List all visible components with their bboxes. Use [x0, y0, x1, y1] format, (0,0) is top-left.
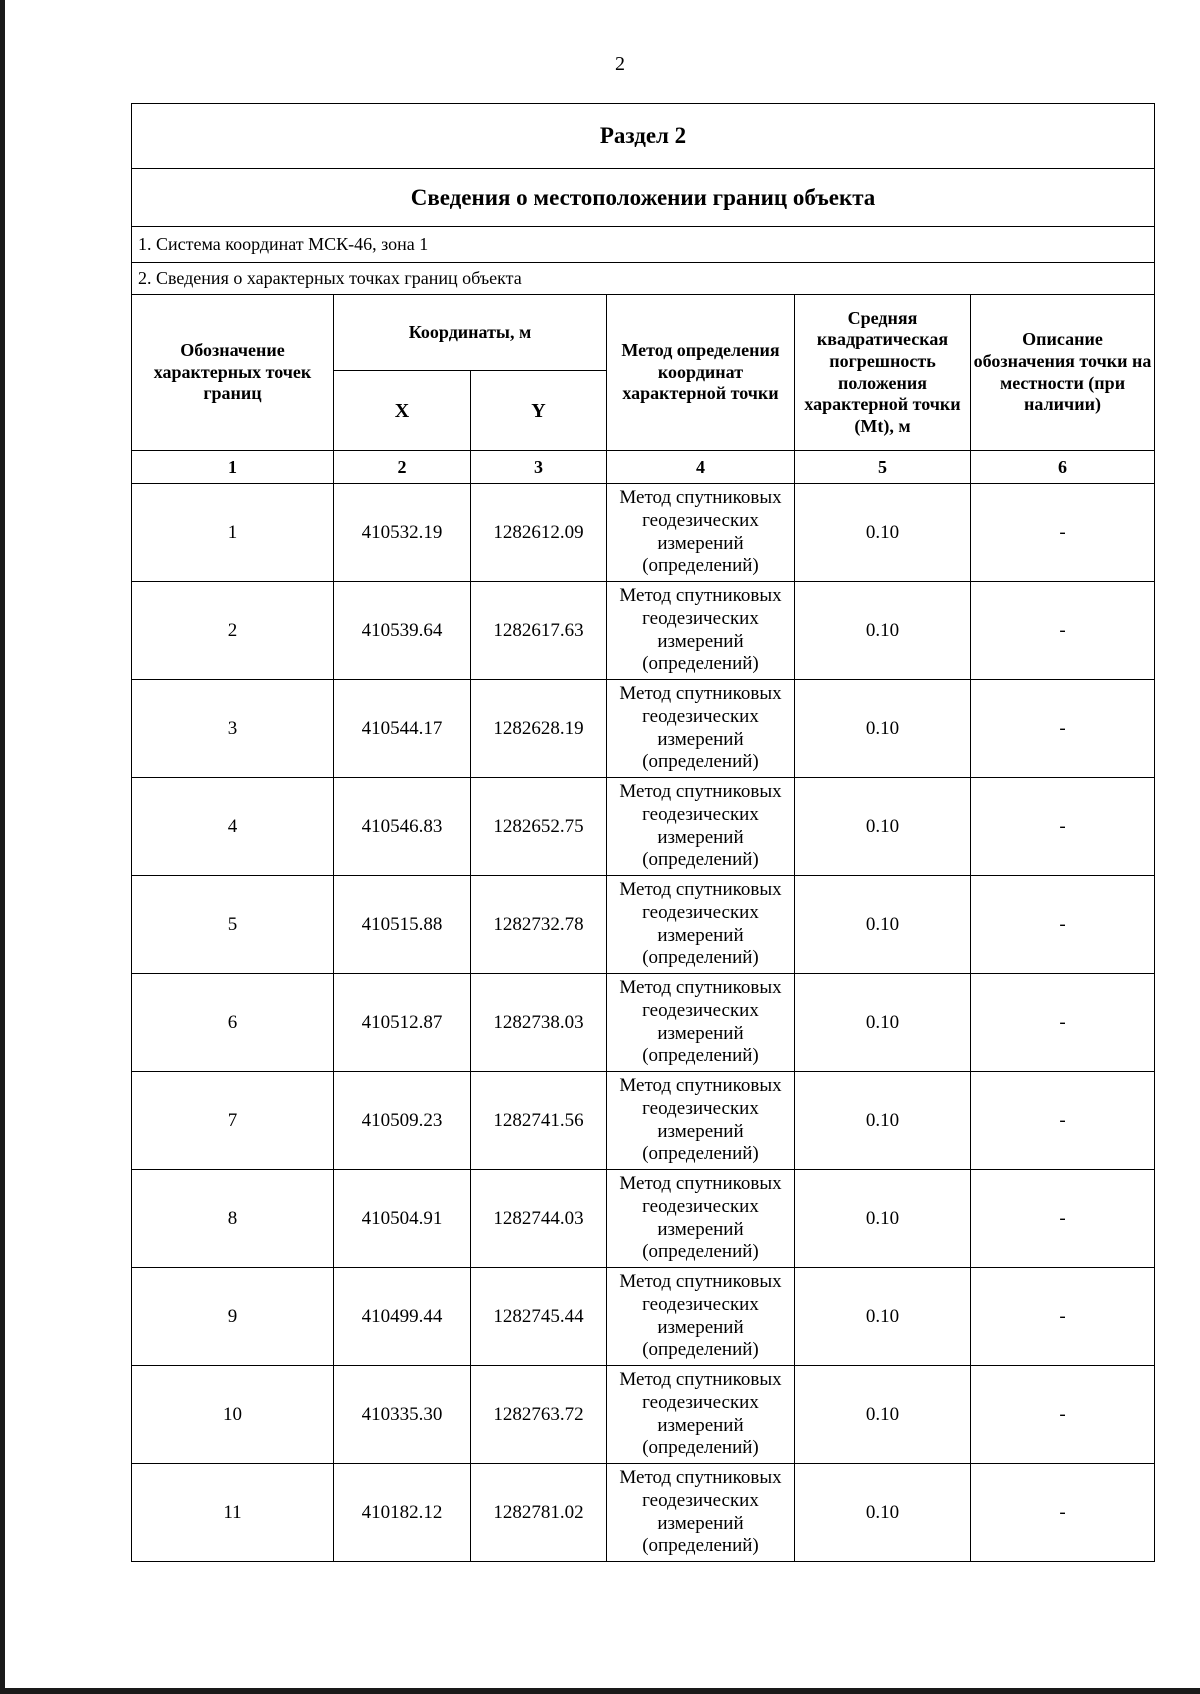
- x-coordinate-cell: 410499.44: [334, 1268, 471, 1366]
- x-coordinate-cell: 410512.87: [334, 974, 471, 1072]
- error-cell: 0.10: [795, 974, 971, 1072]
- x-coordinate-cell: 410546.83: [334, 778, 471, 876]
- point-id-cell: 5: [132, 876, 334, 974]
- x-coordinate-cell: 410509.23: [334, 1072, 471, 1170]
- header-error: Средняя квадратическая погрешность положения характерной точки (Mt), м: [795, 295, 971, 451]
- table-row: [132, 1268, 1155, 1366]
- table-row: [132, 974, 1155, 1072]
- method-cell: Метод спутниковых геодезических измерений (определений): [607, 1366, 795, 1464]
- method-cell: Метод спутниковых геодезических измерений (определений): [607, 1268, 795, 1366]
- point-id-cell: 6: [132, 974, 334, 1072]
- method-cell: Метод спутниковых геодезических измерений (определений): [607, 778, 795, 876]
- method-cell: Метод спутниковых геодезических измерений (определений): [607, 680, 795, 778]
- error-cell: 0.10: [795, 680, 971, 778]
- point-id-cell: 4: [132, 778, 334, 876]
- y-coordinate-cell: 1282652.75: [471, 778, 607, 876]
- description-cell: -: [971, 1170, 1155, 1268]
- table-row: [132, 876, 1155, 974]
- table-row: [132, 582, 1155, 680]
- table-row: [132, 680, 1155, 778]
- description-cell: -: [971, 876, 1155, 974]
- column-number: 1: [132, 451, 334, 484]
- y-coordinate-cell: 1282732.78: [471, 876, 607, 974]
- description-cell: -: [971, 1268, 1155, 1366]
- y-coordinate-cell: 1282763.72: [471, 1366, 607, 1464]
- description-cell: -: [971, 582, 1155, 680]
- point-id-cell: 11: [132, 1464, 334, 1562]
- scan-edge-left: [0, 0, 5, 1694]
- y-coordinate-cell: 1282617.63: [471, 582, 607, 680]
- method-cell: Метод спутниковых геодезических измерений (определений): [607, 974, 795, 1072]
- point-id-cell: 1: [132, 484, 334, 582]
- x-coordinate-cell: 410539.64: [334, 582, 471, 680]
- x-coordinate-cell: 410544.17: [334, 680, 471, 778]
- error-cell: 0.10: [795, 1268, 971, 1366]
- header-coordinates: Координаты, м: [334, 295, 607, 371]
- page-number: 2: [615, 53, 625, 75]
- point-id-cell: 3: [132, 680, 334, 778]
- description-cell: -: [971, 1366, 1155, 1464]
- x-coordinate-cell: 410515.88: [334, 876, 471, 974]
- error-cell: 0.10: [795, 1170, 971, 1268]
- x-coordinate-cell: 410182.12: [334, 1464, 471, 1562]
- method-cell: Метод спутниковых геодезических измерений (определений): [607, 1464, 795, 1562]
- point-id-cell: 7: [132, 1072, 334, 1170]
- header-y: Y: [471, 371, 607, 451]
- table-row: [132, 1366, 1155, 1464]
- column-number: 2: [334, 451, 471, 484]
- header-designation: Обозначение характерных точек границ: [132, 295, 334, 451]
- description-cell: -: [971, 974, 1155, 1072]
- x-coordinate-cell: 410532.19: [334, 484, 471, 582]
- section-subtitle: Сведения о местоположении границ объекта: [132, 169, 1155, 227]
- method-cell: Метод спутниковых геодезических измерений (определений): [607, 1072, 795, 1170]
- y-coordinate-cell: 1282745.44: [471, 1268, 607, 1366]
- point-id-cell: 10: [132, 1366, 334, 1464]
- column-number: 6: [971, 451, 1155, 484]
- error-cell: 0.10: [795, 1366, 971, 1464]
- boundary-points-table: [131, 103, 1155, 1562]
- scan-edge-bottom: [0, 1688, 1200, 1694]
- header-description: Описание обозначения точки на местности (при наличии): [971, 295, 1155, 451]
- y-coordinate-cell: 1282738.03: [471, 974, 607, 1072]
- description-cell: -: [971, 778, 1155, 876]
- x-coordinate-cell: 410504.91: [334, 1170, 471, 1268]
- error-cell: 0.10: [795, 1072, 971, 1170]
- description-cell: -: [971, 1072, 1155, 1170]
- table-row: [132, 1170, 1155, 1268]
- method-cell: Метод спутниковых геодезических измерений (определений): [607, 484, 795, 582]
- error-cell: 0.10: [795, 484, 971, 582]
- y-coordinate-cell: 1282612.09: [471, 484, 607, 582]
- points-caption: 2. Сведения о характерных точках границ объекта: [132, 263, 1155, 295]
- coordinate-system: 1. Система координат МСК-46, зона 1: [132, 227, 1155, 263]
- column-number: 5: [795, 451, 971, 484]
- section-title: Раздел 2: [132, 104, 1155, 169]
- table-row: [132, 1464, 1155, 1562]
- method-cell: Метод спутниковых геодезических измерений (определений): [607, 582, 795, 680]
- header-x: X: [334, 371, 471, 451]
- point-id-cell: 8: [132, 1170, 334, 1268]
- method-cell: Метод спутниковых геодезических измерений (определений): [607, 876, 795, 974]
- table-row: [132, 778, 1155, 876]
- error-cell: 0.10: [795, 582, 971, 680]
- error-cell: 0.10: [795, 876, 971, 974]
- table-row: [132, 484, 1155, 582]
- description-cell: -: [971, 680, 1155, 778]
- point-id-cell: 2: [132, 582, 334, 680]
- y-coordinate-cell: 1282744.03: [471, 1170, 607, 1268]
- error-cell: 0.10: [795, 1464, 971, 1562]
- y-coordinate-cell: 1282741.56: [471, 1072, 607, 1170]
- x-coordinate-cell: 410335.30: [334, 1366, 471, 1464]
- column-number: 4: [607, 451, 795, 484]
- header-method: Метод определения координат характерной точки: [607, 295, 795, 451]
- point-id-cell: 9: [132, 1268, 334, 1366]
- y-coordinate-cell: 1282781.02: [471, 1464, 607, 1562]
- column-number: 3: [471, 451, 607, 484]
- error-cell: 0.10: [795, 778, 971, 876]
- y-coordinate-cell: 1282628.19: [471, 680, 607, 778]
- description-cell: -: [971, 1464, 1155, 1562]
- table-row: [132, 1072, 1155, 1170]
- description-cell: -: [971, 484, 1155, 582]
- method-cell: Метод спутниковых геодезических измерений (определений): [607, 1170, 795, 1268]
